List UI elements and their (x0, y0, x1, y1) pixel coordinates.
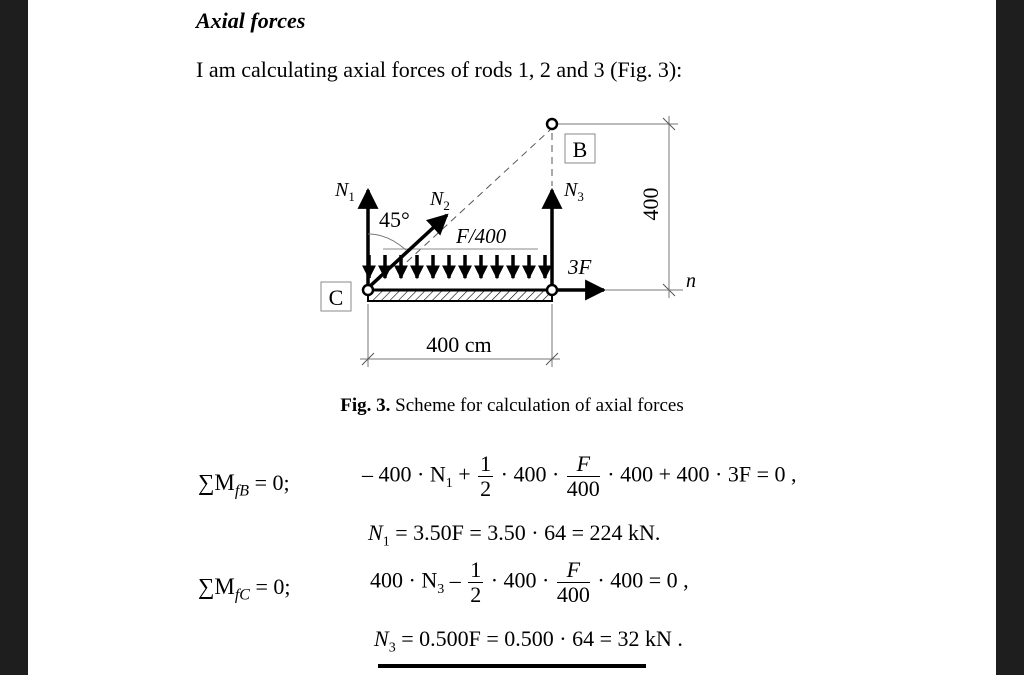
force-3f-label: 3F (568, 255, 592, 279)
figure-caption-text: Scheme for calculation of axial forces (390, 395, 684, 416)
equation-1: – $400 \cdot N_1$ + $\frac{1}{2}$ · 400 · $\frac{F}{400}$ · 400 + 400 · 3F = 0 , (362, 451, 797, 501)
dimension-height-label: 400 (638, 187, 663, 221)
point-c-label: C (328, 285, 344, 310)
figure-caption-number: Fig. 3. (340, 395, 391, 416)
length-label: 400 cm (426, 332, 492, 357)
intro-paragraph: I am calculating axial forces of rods 1, 2 and 3 (Fig. 3): (196, 57, 683, 82)
equation-1-label: $\sum M_{fB} = 0$; (198, 470, 290, 500)
n2-label: $N_2$ (430, 188, 450, 213)
equation-2-result: $N_3 = 0.500F = 0.500 \cdot 64 = 32$ kN . (374, 626, 683, 656)
hinge-c (363, 285, 373, 295)
result-underline (378, 664, 646, 668)
baseline-n-label: n (686, 270, 696, 292)
beam-hatching (368, 290, 552, 301)
figure-caption (28, 395, 996, 417)
n3-label: $N_3$ (564, 179, 584, 204)
load-label: F/400 (456, 224, 507, 248)
angle-label: 45° (379, 207, 410, 232)
support-b-hinge (547, 119, 557, 129)
hinge-right (547, 285, 557, 295)
equation-1-result: $N_1 = 3.50F = 3.50 \cdot 64 = 224$ kN. (368, 520, 661, 550)
equation-2-label: $\sum M_{fC} = 0$; (198, 574, 291, 604)
distributed-load-arrows (369, 255, 545, 278)
document-page (28, 0, 996, 675)
angle-arc (368, 234, 406, 250)
section-heading: Axial forces (196, 8, 306, 33)
n1-label: $N_1$ (335, 179, 355, 204)
point-b-label: B (572, 137, 588, 162)
equation-2: $400 \cdot N_3$ – $\frac{1}{2}$ · 400 · $\frac{F}{400}$ · 400 = 0 , (370, 557, 689, 607)
